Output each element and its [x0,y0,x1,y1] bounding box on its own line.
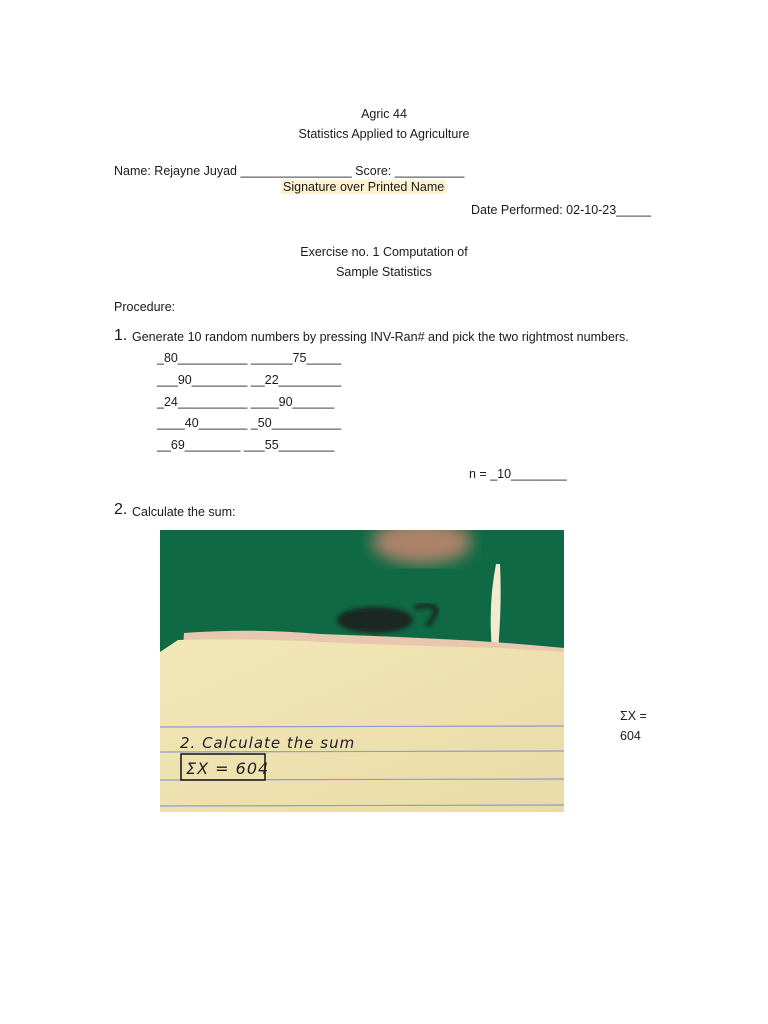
number-row-2: ___90________ __22_________ [157,373,342,387]
sum-result-label: ΣX = [620,709,647,723]
number-row-1: _80__________ ______75_____ [157,351,342,365]
exercise-title-line1: Exercise no. 1 Computation of [300,245,468,259]
step1-number: 1. [114,327,128,344]
sum-result-value: 604 [620,729,641,743]
course-title: Statistics Applied to Agriculture [298,127,470,141]
number-row-5: __69________ ___55________ [157,438,335,452]
sample-size: n = _10________ [469,467,567,481]
handwritten-heading: 2. Calculate the sum [180,734,356,752]
step1-text: Generate 10 random numbers by pressing INV-Ran# and pick the two rightmost numbers. [132,330,629,344]
exercise-title-line2: Sample Statistics [336,265,432,279]
signature-label [281,179,446,195]
date-performed: Date Performed: 02-10-23_____ [471,203,651,217]
step2-number: 2. [114,501,128,518]
procedure-label: Procedure: [114,300,176,314]
name-score-line: Name: Rejayne Juyad ________________ Score: __________ [114,164,465,178]
handwritten-answer-photo [160,530,564,812]
number-row-4: ____40_______ _50__________ [157,416,342,430]
step2-text: Calculate the sum: [132,505,236,519]
signature-label-text: Signature over Printed Name [283,180,445,194]
number-row-3: _24__________ ____90______ [157,395,335,409]
photo-illustration [160,530,564,812]
handwritten-answer: ΣX = 604 [186,759,270,778]
course-code: Agric 44 [361,107,407,121]
